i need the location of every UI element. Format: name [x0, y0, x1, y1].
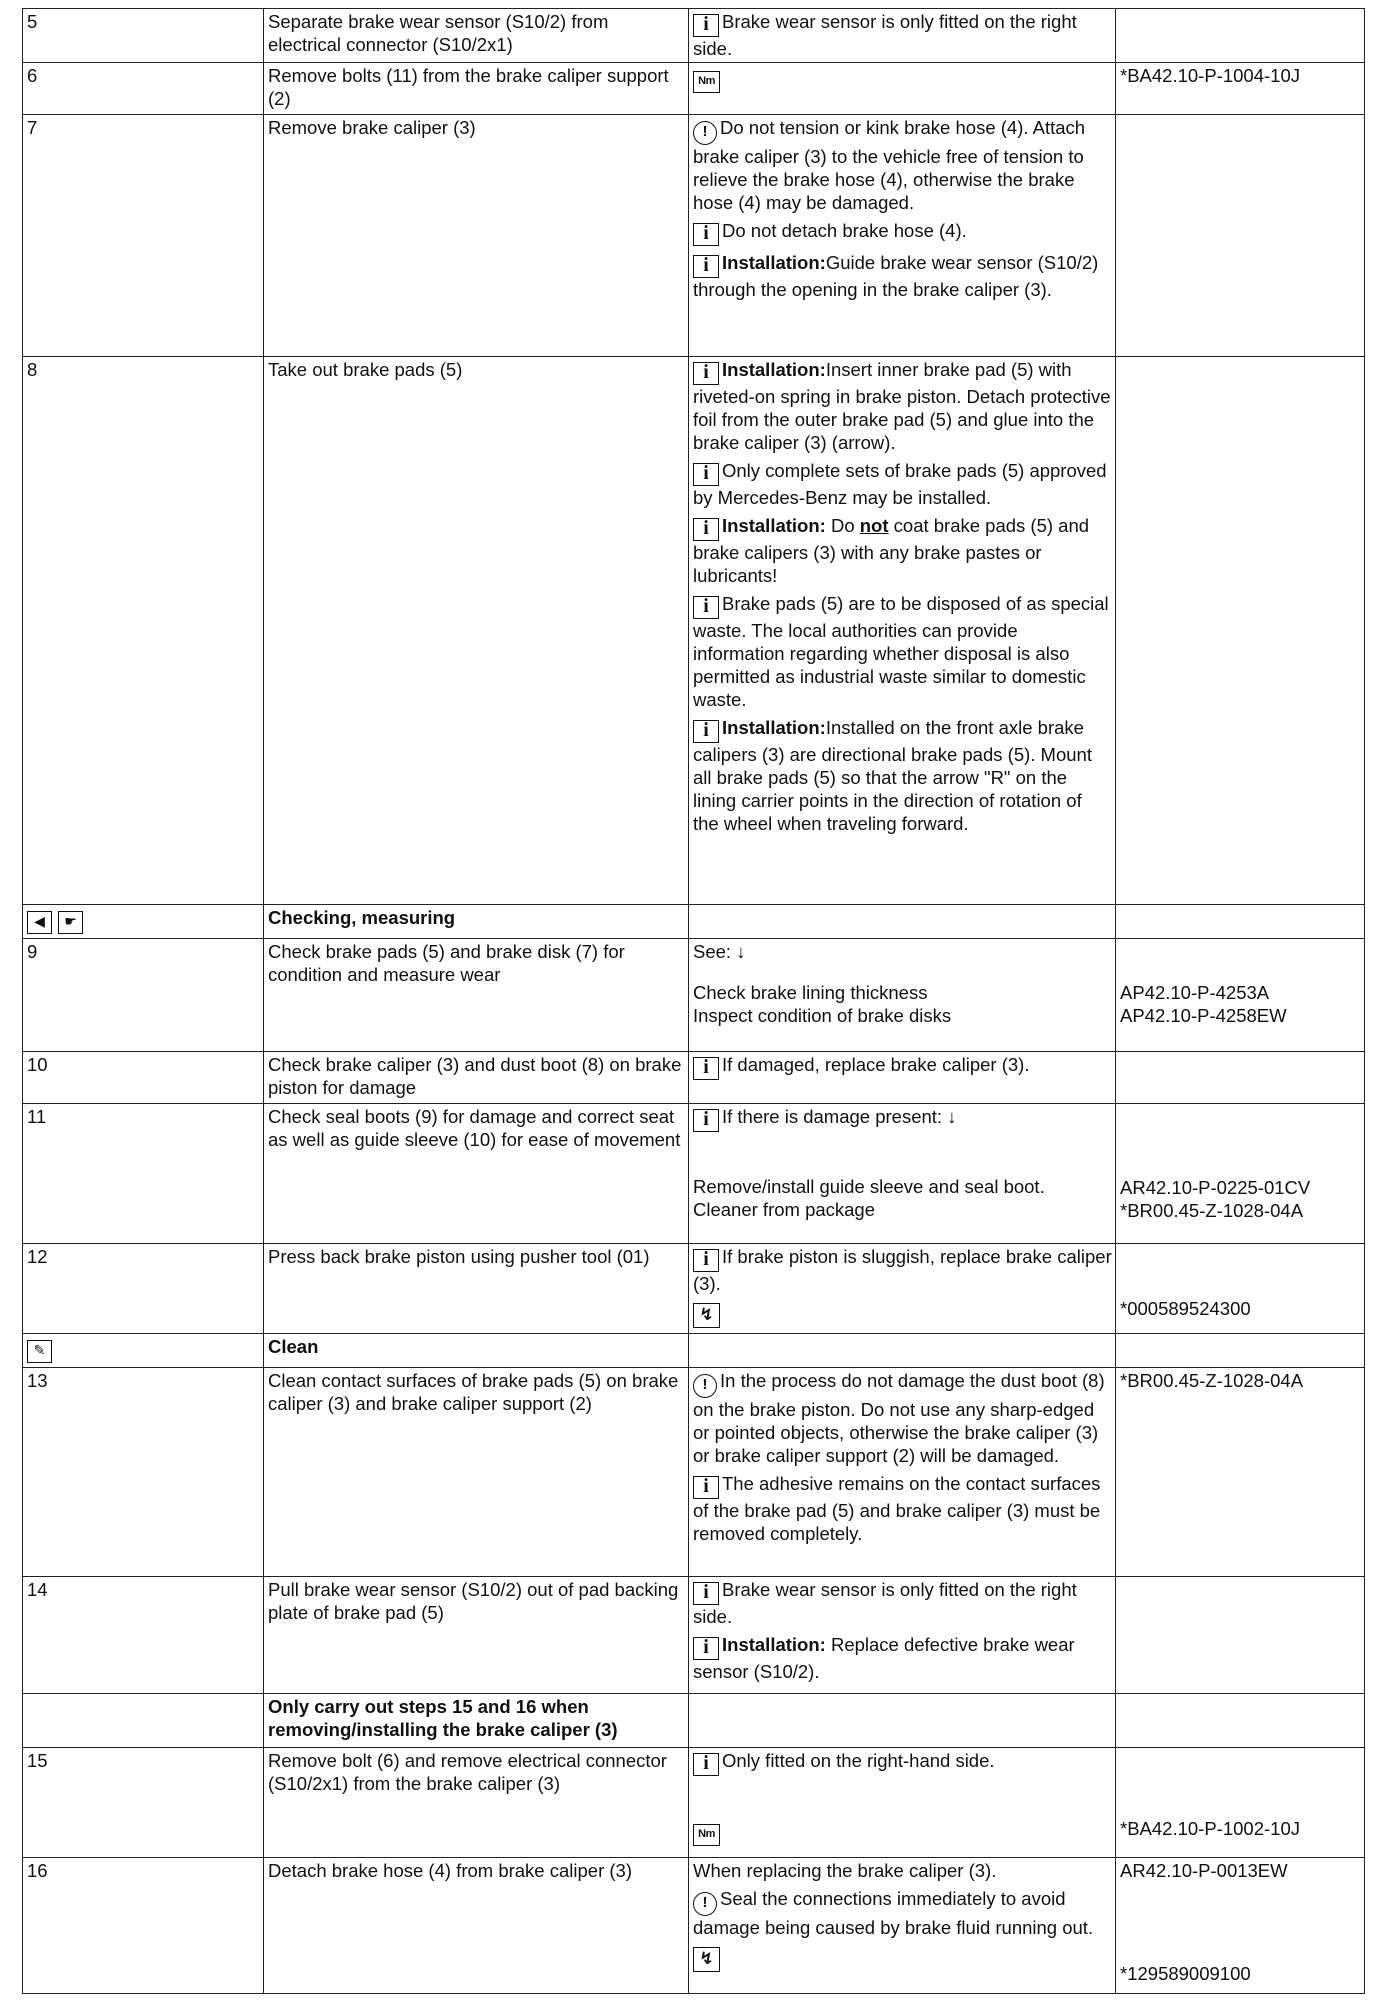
reference-link[interactable]: *000589524300 — [1120, 1298, 1251, 1319]
info-icon[interactable]: i — [693, 1476, 719, 1499]
warning-note: ! Seal the connections immediately to avoid damage being caused by brake fluid running out. — [693, 1888, 1094, 1938]
step-action: Check seal boots (9) for damage and correct seat as well as guide sleeve (10) for ease of movement — [264, 1104, 689, 1244]
table-row — [23, 1858, 1365, 1994]
installation-label: Installation: — [722, 359, 826, 380]
installation-label: Installation: — [722, 717, 826, 738]
warning-icon[interactable]: ! — [693, 1892, 717, 1916]
section-row — [23, 1694, 1365, 1748]
step-action: Clean contact surfaces of brake pads (5) on brake caliper (3) and brake caliper support (2) — [264, 1368, 689, 1577]
info-icon[interactable]: i — [693, 720, 719, 743]
note: i Only fitted on the right-hand side. — [693, 1749, 1112, 1776]
step-action: Check brake pads (5) and brake disk (7) for condition and measure wear — [264, 939, 689, 1052]
table-row — [23, 1104, 1365, 1244]
step-action: Press back brake piston using pusher tool (01) — [264, 1244, 689, 1334]
step-number: 6 — [23, 63, 264, 115]
info-icon[interactable]: i — [693, 518, 719, 541]
torque-icon[interactable]: Nm — [693, 71, 720, 93]
step-reference — [1116, 1104, 1365, 1244]
info-icon[interactable]: i — [693, 362, 719, 385]
section-title: Only carry out steps 15 and 16 when removing/installing the brake caliper (3) — [264, 1694, 689, 1748]
step-reference — [1116, 357, 1365, 905]
step-notes — [689, 1577, 1116, 1694]
reference-link[interactable]: AP42.10-P-4253A — [1120, 982, 1270, 1003]
table-row — [23, 1748, 1365, 1858]
step-number: 9 — [23, 939, 264, 1052]
note: i If damaged, replace brake caliper (3). — [693, 1053, 1112, 1080]
step-reference — [1116, 63, 1365, 115]
reference-link[interactable]: AP42.10-P-4258EW — [1120, 1005, 1287, 1026]
clean-icon[interactable]: ✎ — [27, 1340, 52, 1363]
table-row — [23, 1244, 1365, 1334]
emphasis-not: not — [859, 515, 889, 536]
note: i If there is damage present: ↓ — [693, 1105, 1112, 1132]
checking-icon[interactable]: ◀ — [27, 911, 52, 934]
step-number: 12 — [23, 1244, 264, 1334]
table-row — [23, 939, 1365, 1052]
step-number: 10 — [23, 1052, 264, 1104]
warning-icon[interactable]: ! — [693, 1374, 717, 1398]
note: i Installation: Replace defective brake wear sensor (S10/2). — [693, 1634, 1075, 1682]
reference-link[interactable]: *BR00.45-Z-1028-04A — [1120, 1370, 1304, 1391]
step-action: Check brake caliper (3) and dust boot (8) on brake piston for damage — [264, 1052, 689, 1104]
installation-label: Installation: — [722, 515, 826, 536]
down-arrow-icon: ↓ — [947, 1106, 957, 1127]
step-reference — [1116, 115, 1365, 357]
warning-icon[interactable]: ! — [693, 121, 717, 145]
step-notes — [689, 115, 1116, 357]
warning-note: ! Do not tension or kink brake hose (4). Attach brake caliper (3) to the vehicle free of tension to relieve the brake hose (4), otherwise the brake hose (4) may be damaged. — [693, 117, 1086, 213]
note: i Installation:Insert inner brake pad (5) with riveted-on spring in brake piston. Detach protective foil from the outer brake pad (5) and glue into the brake caliper (3) (arrow). — [693, 359, 1111, 453]
step-reference — [1116, 9, 1365, 63]
step-number: 8 — [23, 357, 264, 905]
torque-icon[interactable]: Nm — [693, 1824, 720, 1846]
note-text: When replacing the brake caliper (3). — [693, 1860, 997, 1881]
step-reference — [1116, 1244, 1365, 1334]
step-number: 16 — [23, 1858, 264, 1994]
step-reference — [1116, 1577, 1365, 1694]
section-title: Checking, measuring — [264, 905, 689, 939]
step-action: Separate brake wear sensor (S10/2) from electrical connector (S10/2x1) — [264, 9, 689, 63]
table-row — [23, 63, 1365, 115]
step-action: Remove bolts (11) from the brake caliper support (2) — [264, 63, 689, 115]
note: i If brake piston is sluggish, replace brake caliper (3). — [693, 1246, 1112, 1294]
info-icon[interactable]: i — [693, 1109, 719, 1132]
step-action: Remove bolt (6) and remove electrical connector (S10/2x1) from the brake caliper (3) — [264, 1748, 689, 1858]
step-reference — [1116, 1748, 1365, 1858]
step-notes — [689, 357, 1116, 905]
step-notes — [689, 1368, 1116, 1577]
info-icon[interactable]: i — [693, 1249, 719, 1272]
installation-label: Installation: — [722, 1634, 826, 1655]
note: i Only complete sets of brake pads (5) approved by Mercedes-Benz may be installed. — [693, 460, 1107, 508]
info-icon[interactable]: i — [693, 1057, 719, 1080]
step-action: Take out brake pads (5) — [264, 357, 689, 905]
section-row — [23, 1334, 1365, 1368]
reference-link[interactable]: *BR00.45-Z-1028-04A — [1120, 1200, 1304, 1221]
procedure-table — [22, 8, 1365, 1994]
special-tool-icon[interactable]: ↯ — [693, 1947, 720, 1972]
step-notes — [689, 1104, 1116, 1244]
step-action: Pull brake wear sensor (S10/2) out of pad backing plate of brake pad (5) — [264, 1577, 689, 1694]
section-icons — [23, 905, 264, 939]
table-row — [23, 357, 1365, 905]
table-row — [23, 1577, 1365, 1694]
see-label: See: — [693, 941, 732, 962]
step-reference — [1116, 939, 1365, 1052]
step-notes — [689, 1858, 1116, 1994]
step-number: 14 — [23, 1577, 264, 1694]
note: i Brake pads (5) are to be disposed of as special waste. The local authorities can provide information regarding whether disposal is also permitted as industrial waste similar to domestic waste. — [693, 593, 1109, 710]
step-notes — [689, 9, 1116, 63]
info-icon[interactable]: i — [693, 1753, 719, 1776]
warning-note: ! In the process do not damage the dust boot (8) on the brake piston. Do not use any sharp-edged or pointed objects, otherwise the brake caliper (3) or brake caliper support (2) will be damaged. — [693, 1370, 1105, 1466]
reference-link[interactable]: *BA42.10-P-1002-10J — [1120, 1818, 1300, 1839]
step-notes — [689, 1244, 1116, 1334]
note: i Brake wear sensor is only fitted on the right side. — [693, 11, 1077, 59]
link-text[interactable]: Inspect condition of brake disks — [693, 1005, 952, 1026]
table-row — [23, 1052, 1365, 1104]
step-notes — [689, 1748, 1116, 1858]
step-number: 7 — [23, 115, 264, 357]
step-action: Remove brake caliper (3) — [264, 115, 689, 357]
section-icons — [23, 1334, 264, 1368]
info-icon[interactable]: i — [693, 255, 719, 278]
reference-link[interactable]: *BA42.10-P-1004-10J — [1120, 65, 1300, 86]
installation-label: Installation: — [722, 252, 826, 273]
note: i The adhesive remains on the contact surfaces of the brake pad (5) and brake caliper (3) must be removed completely. — [693, 1473, 1101, 1544]
step-number: 11 — [23, 1104, 264, 1244]
link-text[interactable]: Cleaner from package — [693, 1199, 876, 1220]
note: i Do not detach brake hose (4). — [693, 219, 1112, 246]
section-title: Clean — [264, 1334, 689, 1368]
reference-link[interactable]: AR42.10-P-0013EW — [1120, 1860, 1288, 1881]
step-reference — [1116, 1858, 1365, 1994]
step-number: 5 — [23, 9, 264, 63]
note: i Installation:Guide brake wear sensor (S10/2) through the opening in the brake caliper (3). — [693, 252, 1099, 300]
step-notes — [689, 939, 1116, 1052]
info-icon[interactable]: i — [693, 596, 719, 619]
info-icon[interactable]: i — [693, 1637, 719, 1660]
step-notes — [689, 1052, 1116, 1104]
note: i Installation: Do not coat brake pads (5) and brake calipers (3) with any brake pastes or lubricants! — [693, 515, 1090, 586]
reference-link[interactable]: AR42.10-P-0225-01CV — [1120, 1177, 1311, 1198]
table-row — [23, 115, 1365, 357]
link-text[interactable]: Remove/install guide sleeve and seal boot. — [693, 1176, 1045, 1197]
link-text[interactable]: Check brake lining thickness — [693, 982, 928, 1003]
down-arrow-icon: ↓ — [736, 941, 746, 962]
note: i Installation:Installed on the front axle brake calipers (3) are directional brake pads (5). Mount all brake pads (5) so that the arrow "R" on the lining carrier points in the direction of rotation of the wheel when traveling forward. — [693, 717, 1092, 834]
step-number: 15 — [23, 1748, 264, 1858]
info-icon[interactable]: i — [693, 463, 719, 486]
step-reference — [1116, 1368, 1365, 1577]
step-number: 13 — [23, 1368, 264, 1577]
table-row — [23, 1368, 1365, 1577]
special-tool-icon[interactable]: ↯ — [693, 1303, 720, 1328]
step-notes — [689, 63, 1116, 115]
step-reference — [1116, 1052, 1365, 1104]
step-action: Detach brake hose (4) from brake caliper (3) — [264, 1858, 689, 1994]
info-icon[interactable]: i — [693, 14, 719, 37]
info-icon[interactable]: i — [693, 223, 719, 246]
table-row — [23, 9, 1365, 63]
section-row — [23, 905, 1365, 939]
info-icon[interactable]: i — [693, 1582, 719, 1605]
reference-link[interactable]: *129589009100 — [1120, 1963, 1251, 1984]
measuring-icon[interactable]: ☛ — [58, 911, 83, 934]
note: i Brake wear sensor is only fitted on the right side. — [693, 1579, 1077, 1627]
